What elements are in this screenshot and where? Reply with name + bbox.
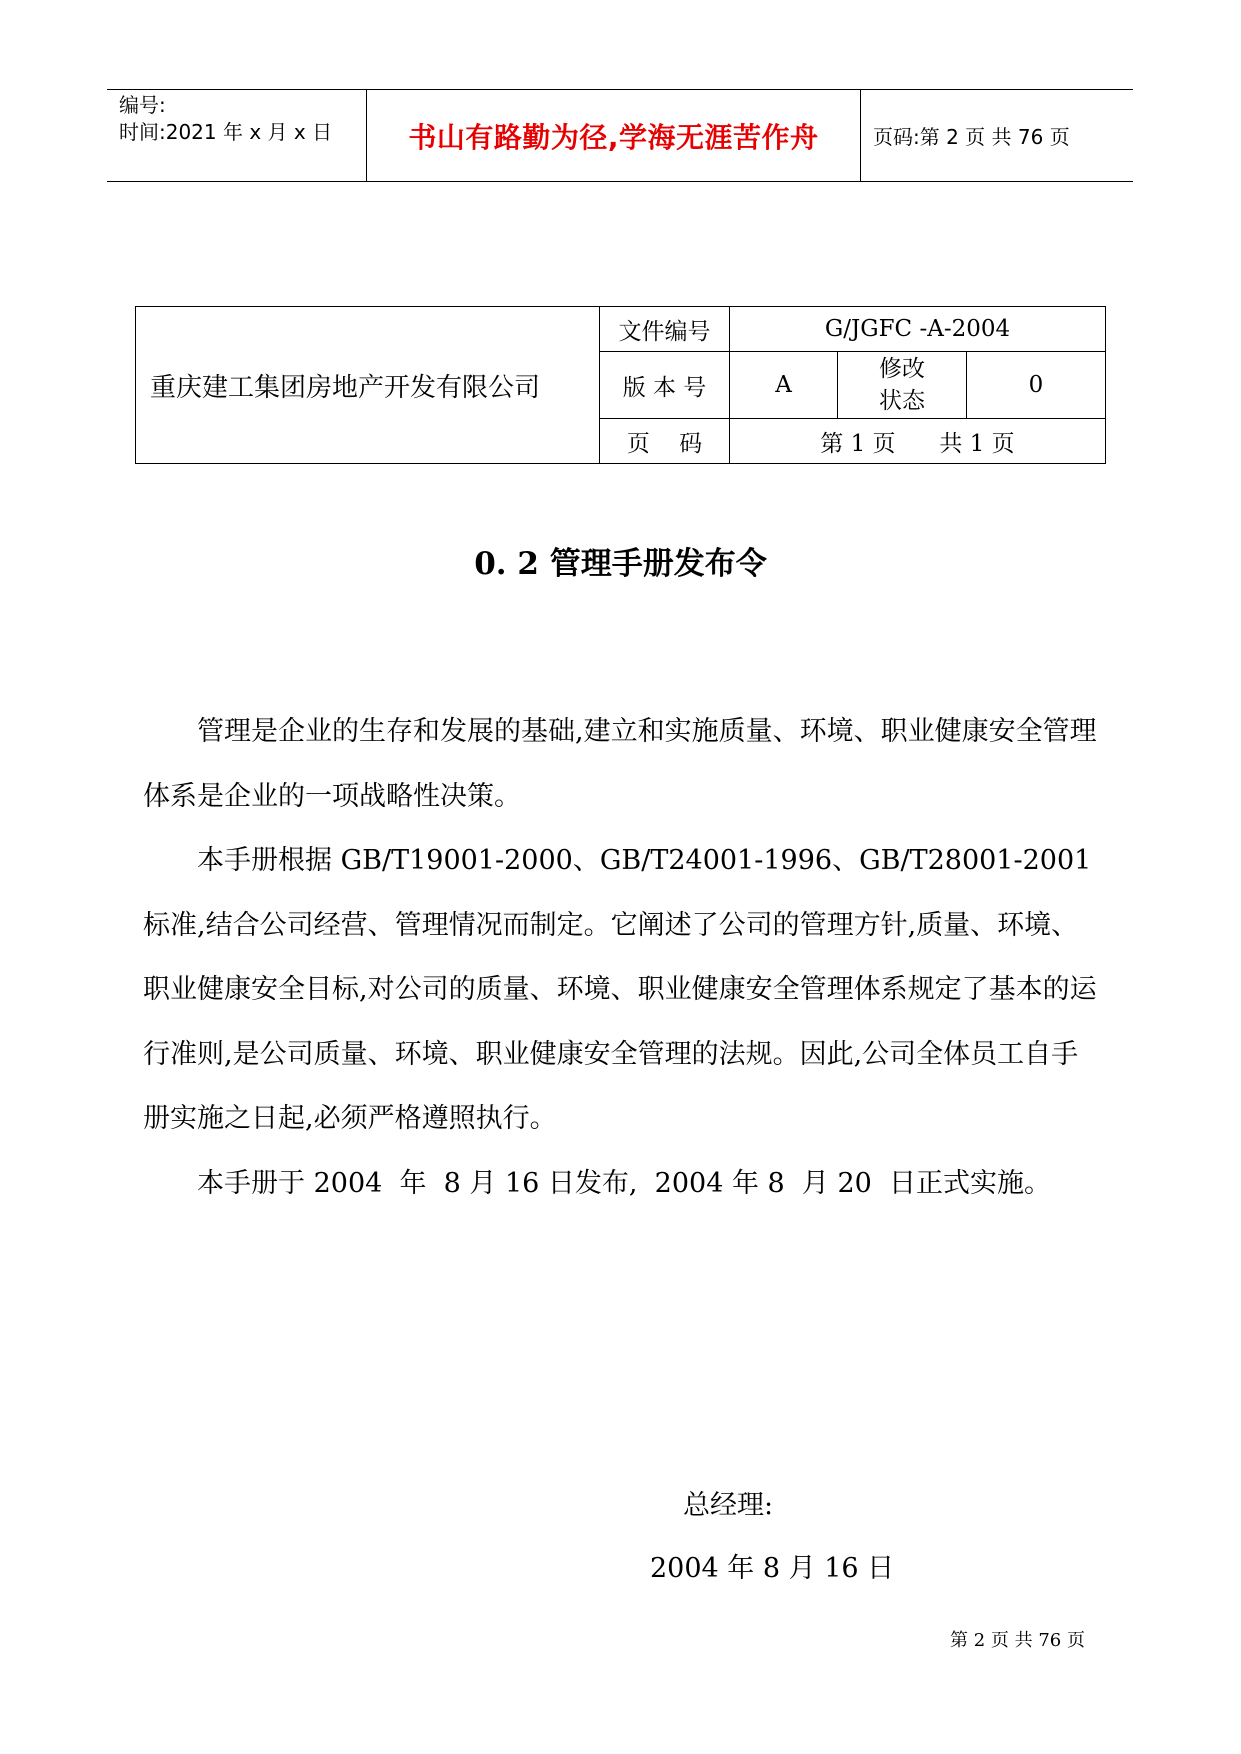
header-motto-cell: [367, 90, 861, 181]
page-title: 0. 2 管理手册发布令: [474, 546, 767, 582]
signature-date: 2004 年 8 月 16 日: [650, 1553, 895, 1584]
body-paragraph: 本手册根据 GB/T19001-2000、GB/T24001-1996、GB/T28001-2001 标准,结合公司经营、管理情况而制定。它阐述了公司的管理方针,质量、环境、职业健康安全目标,对公司的质量、环境、职业健康安全管理体系规定了基本的运行准则,是公司质量、环境、职业健康安全管理的法规。因此,公司全体员工自手册实施之日起,必须严格遵照执行。: [143, 845, 1097, 1134]
company-name: 重庆建工集团房地产开发有限公司: [136, 307, 600, 464]
revision-status-value: 0: [967, 352, 1106, 419]
file-number-label: 文件编号: [600, 307, 730, 352]
revision-status-label: [838, 352, 967, 419]
revision-label-line1: 修改: [879, 356, 925, 382]
header-page-info: 页码:第 2 页 共 76 页: [873, 125, 1070, 149]
file-number-value: G/JGFC -A-2004: [730, 307, 1106, 352]
document-body: [143, 700, 1103, 1216]
version-value: A: [730, 352, 838, 419]
page-header: [107, 89, 1133, 182]
signature-general-manager: 总经理:: [683, 1490, 774, 1521]
page-value: 第 1 页 共 1 页: [730, 419, 1106, 464]
page-label: 页 码: [600, 419, 730, 464]
document-number-label: 编号:: [119, 93, 166, 117]
version-label: 版 本 号: [600, 352, 730, 419]
document-control-table: [135, 306, 1106, 464]
header-motto: 书山有路勤为径,学海无涯苦作舟: [408, 120, 819, 154]
revision-label-line2: 状态: [879, 388, 925, 414]
footer-page-number: 第 2 页 共 76 页: [950, 1630, 1085, 1651]
table-row: [136, 307, 1106, 352]
header-meta: [107, 90, 367, 181]
body-paragraph: 本手册于 2004 年 8 月 16 日发布, 2004 年 8 月 20 日正式实施。: [197, 1167, 1051, 1199]
body-paragraph: 管理是企业的生存和发展的基础,建立和实施质量、环境、职业健康安全管理体系是企业的一项战略性决策。: [143, 716, 1097, 812]
document-time-label: 时间:2021 年 x 月 x 日: [119, 120, 333, 144]
